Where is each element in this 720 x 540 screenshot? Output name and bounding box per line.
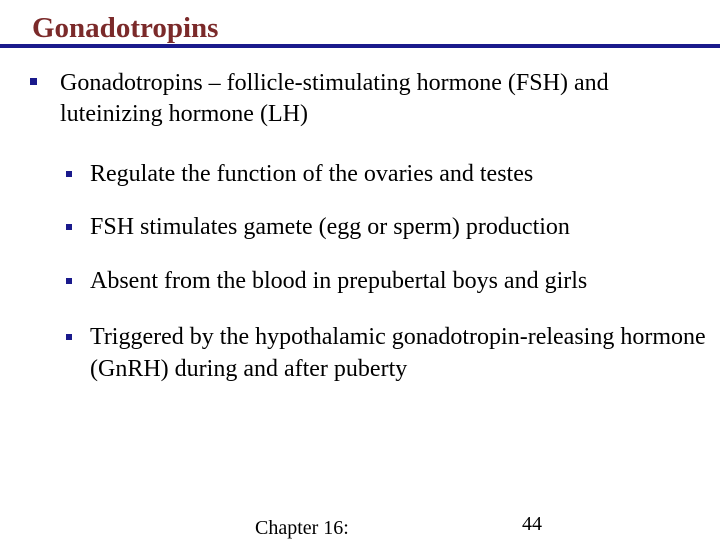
footer-chapter: Chapter 16: xyxy=(255,517,349,539)
sub-bullet-text: Regulate the function of the ovaries and testes xyxy=(90,161,534,187)
sub-bullet xyxy=(66,321,706,385)
title-underline xyxy=(0,44,720,48)
main-bullet-text: Gonadotropins – follicle-stimulating hormone (FSH) and luteinizing hormone (LH) xyxy=(60,70,609,127)
sub-bullet-text: Absent from the blood in prepubertal boys and girls xyxy=(90,268,588,294)
sub-bullet-text: Triggered by the hypothalamic gonadotropin-releasing hormone (GnRH) during and after puberty xyxy=(90,324,706,382)
slide-title: Gonadotropins xyxy=(32,12,219,44)
square-bullet-icon xyxy=(30,78,37,85)
square-bullet-icon xyxy=(66,224,72,230)
square-bullet-icon xyxy=(66,278,72,284)
sub-bullet-text: FSH stimulates gamete (egg or sperm) production xyxy=(90,214,570,240)
page-number: 44 xyxy=(522,513,542,535)
main-bullet xyxy=(30,68,710,130)
sub-bullet xyxy=(66,158,706,190)
sub-bullet xyxy=(66,211,706,243)
square-bullet-icon xyxy=(66,171,72,177)
square-bullet-icon xyxy=(66,334,72,340)
sub-bullet xyxy=(66,265,706,297)
